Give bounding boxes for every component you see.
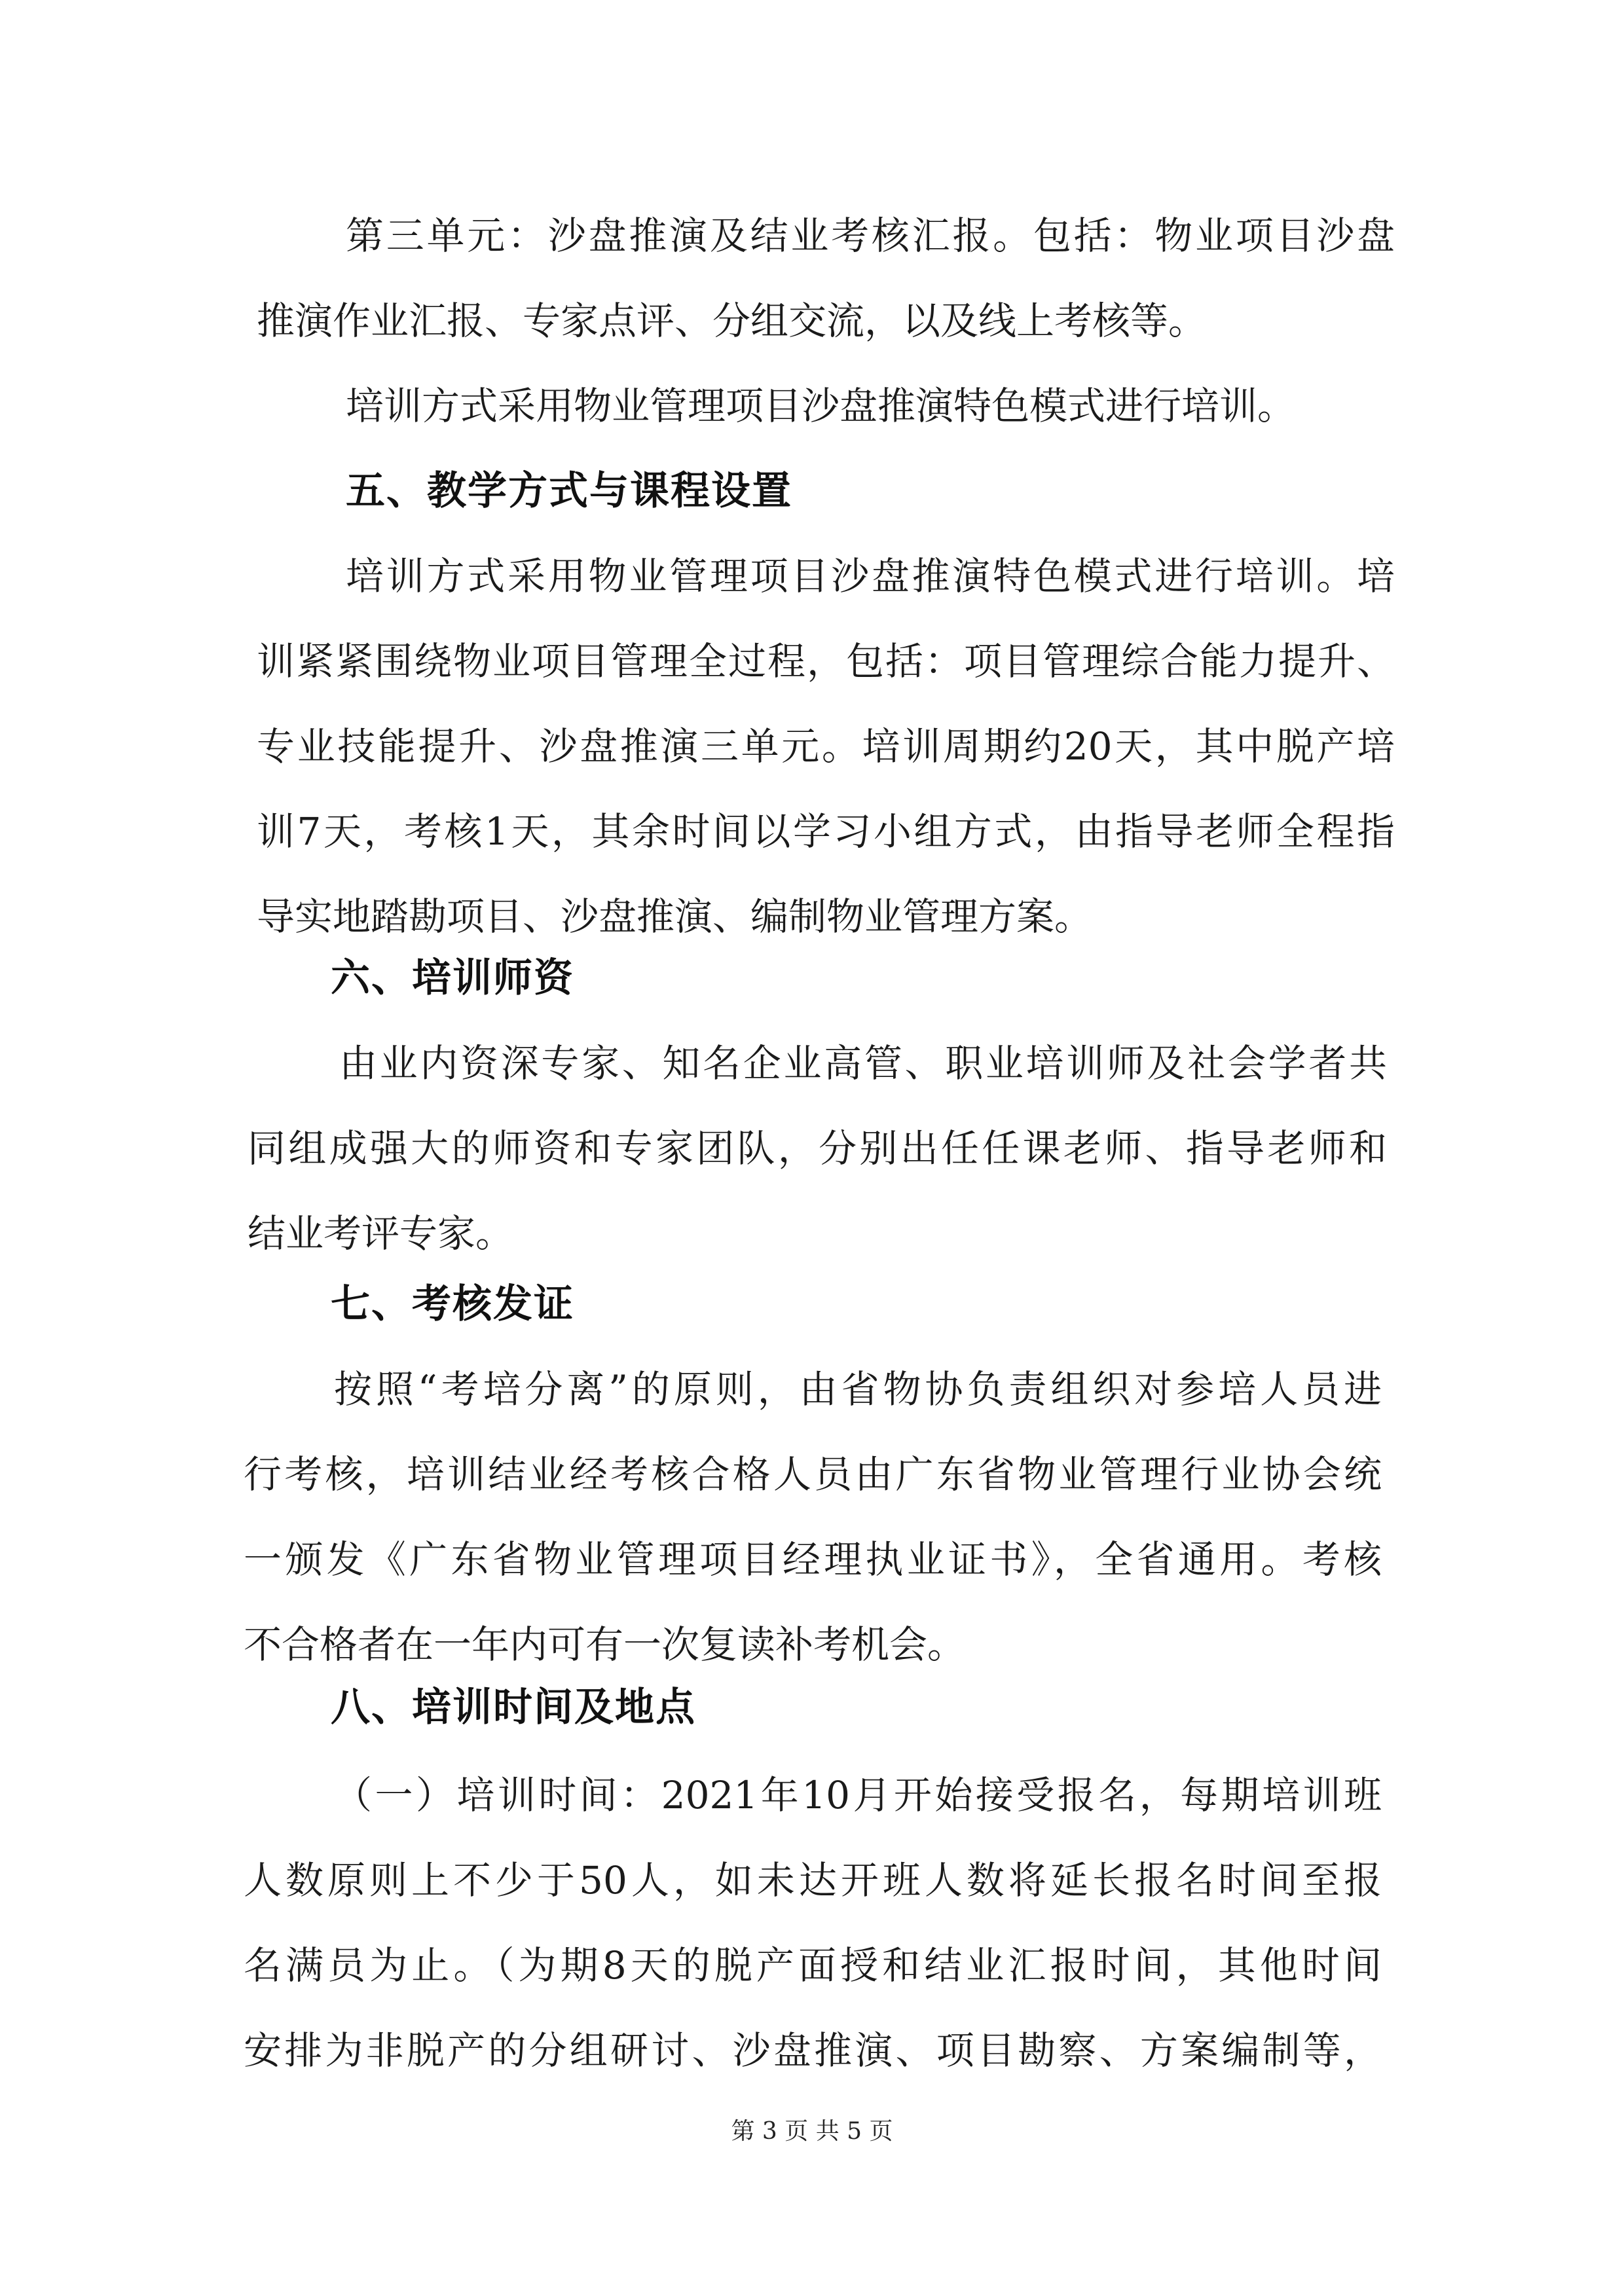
section-heading-6: 六、培训师资 [331,955,574,1001]
section-heading-8: 八、培训时间及地点 [331,1685,696,1730]
paragraph-line: 按照“考培分离”的原则，由省物协负责组织对参培人员进 [334,1367,1382,1412]
paragraph-line: 第三单元：沙盘推演及结业考核汇报。包括：物业项目沙盘 [346,213,1395,258]
paragraph-line: 导实地踏勘项目、沙盘推演、编制物业管理方案。 [257,894,1093,939]
paragraph-line: 训紧紧围绕物业项目管理全过程，包括：项目管理综合能力提升、 [257,639,1395,683]
paragraph-line: 由业内资深专家、知名企业高管、职业培训师及社会学者共 [339,1041,1387,1085]
paragraph-line: 不合格者在一年内可有一次复读补考机会。 [244,1622,966,1667]
paragraph-line: 培训方式采用物业管理项目沙盘推演特色模式进行培训。 [346,384,1296,428]
paragraph-line: 行考核，培训结业经考核合格人员由广东省物业管理行业协会统 [244,1452,1382,1497]
paragraph-line: （一）培训时间：2021年10月开始接受报名，每期培训班 [334,1773,1382,1817]
page-number-footer: 第 3 页 共 5 页 [731,2118,893,2145]
section-heading-5: 五、教学方式与课程设置 [346,468,792,514]
paragraph-line: 结业考评专家。 [248,1211,514,1256]
paragraph-line: 安排为非脱产的分组研讨、沙盘推演、项目勘察、方案编制等， [244,2028,1382,2073]
paragraph-line: 一颁发《广东省物业管理项目经理执业证书》，全省通用。考核 [244,1537,1382,1582]
paragraph-line: 培训方式采用物业管理项目沙盘推演特色模式进行培训。培 [346,554,1395,598]
paragraph-line: 人数原则上不少于50人，如未达开班人数将延长报名时间至报 [244,1858,1382,1903]
paragraph-line: 训7天，考核1天，其余时间以学习小组方式，由指导老师全程指 [257,809,1395,854]
paragraph-line: 专业技能提升、沙盘推演三单元。培训周期约20天，其中脱产培 [257,724,1395,769]
section-heading-7: 七、考核发证 [331,1281,574,1327]
paragraph-line: 同组成强大的师资和专家团队，分别出任任课老师、指导老师和 [248,1126,1387,1171]
paragraph-line: 名满员为止。（为期8天的脱产面授和结业汇报时间，其他时间 [244,1943,1382,1988]
paragraph-line: 推演作业汇报、专家点评、分组交流，以及线上考核等。 [257,299,1207,343]
